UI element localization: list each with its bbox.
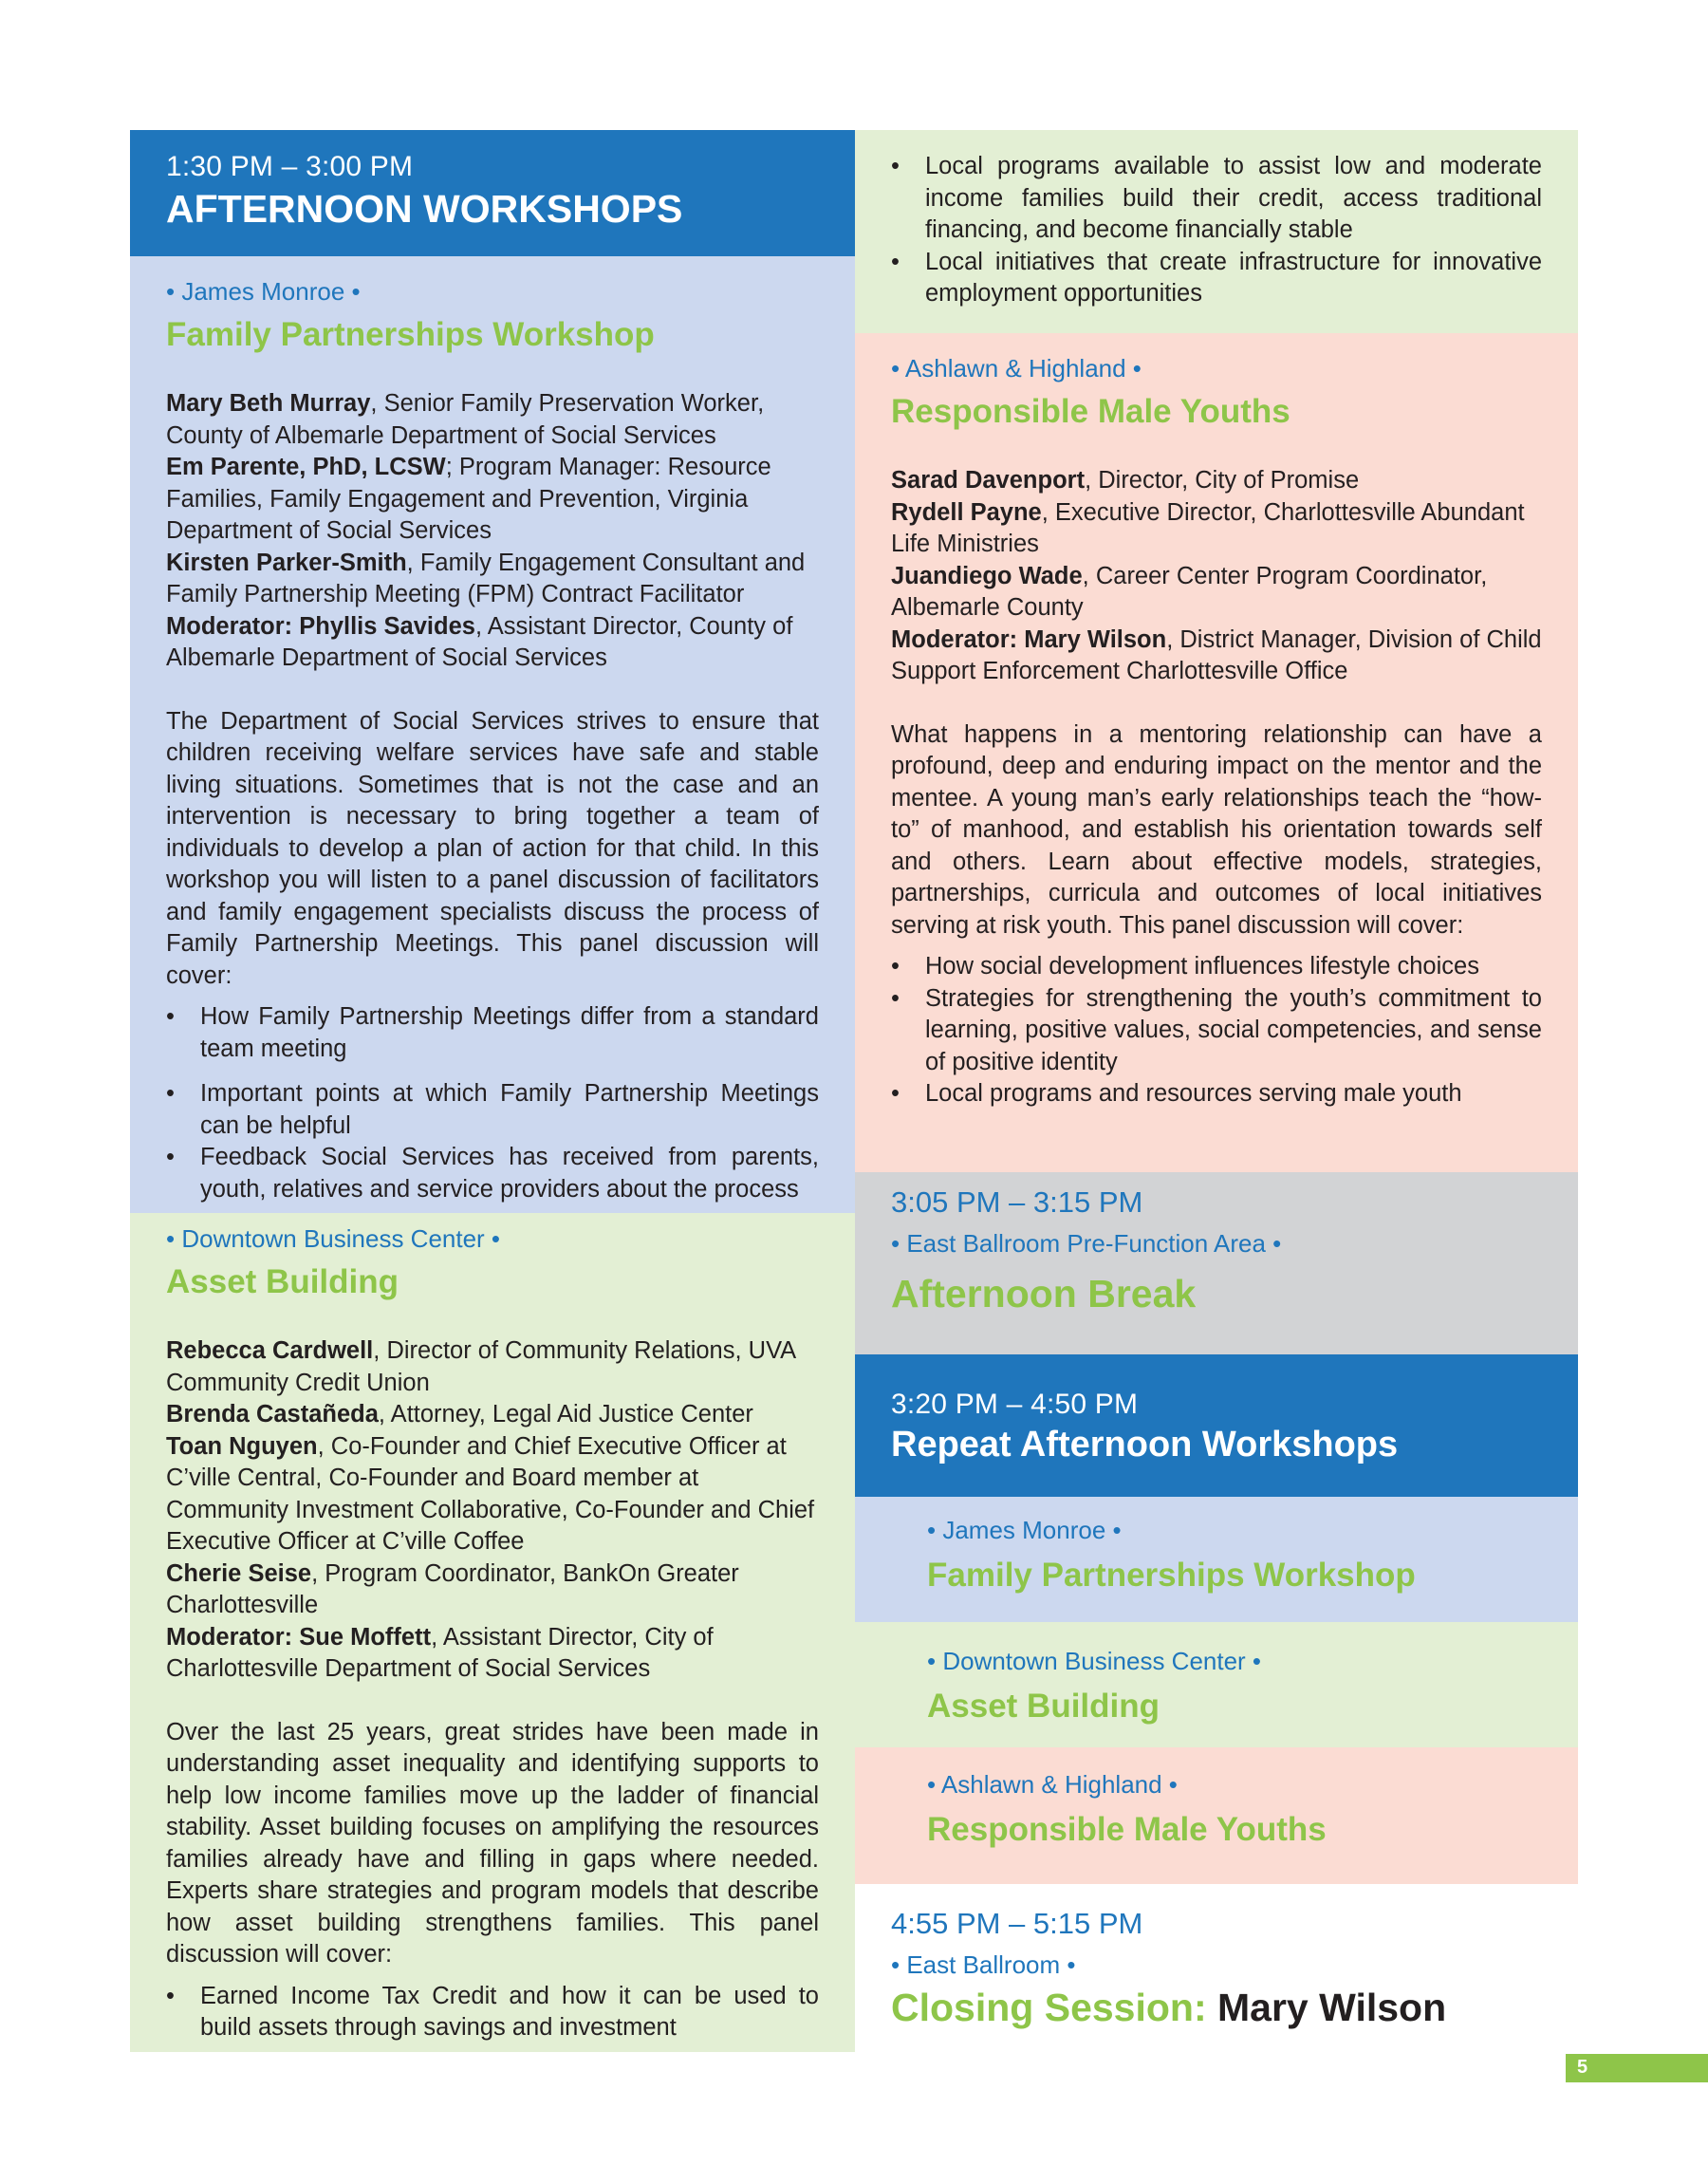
list-item: • How social development influences lifestyle choices	[891, 951, 1542, 983]
workshop-title: Family Partnerships Workshop	[166, 316, 655, 353]
session-time: 4:55 PM – 5:15 PM	[891, 1907, 1143, 1940]
closing-session-section	[855, 1884, 1578, 2055]
speaker-entry: Moderator: Sue Moffett, Assistant Director, City of Charlottesville Department of Social Services	[166, 1623, 714, 1682]
bullet-list	[166, 1981, 819, 2044]
family-partnerships-section	[130, 256, 855, 1213]
workshop-title: Responsible Male Youths	[927, 1811, 1327, 1848]
repeat-workshops-header	[855, 1354, 1578, 1497]
speaker-entry: Em Parente, PhD, LCSW; Program Manager: Resource Families, Family Engagement and Prevention, Virginia Department of Social Services	[166, 454, 771, 544]
location-label: • East Ballroom •	[891, 1950, 1076, 1979]
speaker-list	[166, 1335, 819, 1686]
workshop-title: Asset Building	[927, 1688, 1160, 1725]
list-item: • Local programs available to assist low and moderate income families build their credit, access traditional financing, and become financially stable	[891, 151, 1542, 247]
workshop-description: What happens in a mentoring relationship can have a profound, deep and enduring impact on the mentor and the mentee. A young man’s early relationships teach the “how-to” of manhood, and establish his orientation towards self and others. Learn about effective models, strategies, partnerships, curricula and outcomes of local initiatives serving at risk youth. This panel discussion will cover:	[891, 720, 1542, 939]
session-title: Repeat Afternoon Workshops	[891, 1425, 1399, 1465]
session-title: AFTERNOON WORKSHOPS	[166, 187, 683, 231]
afternoon-break-section	[855, 1172, 1578, 1354]
workshop-title: Asset Building	[166, 1263, 399, 1300]
list-item: • Local initiatives that create infrastructure for innovative employment opportunities	[891, 247, 1542, 310]
list-item: • Feedback Social Services has received from parents, youth, relatives and service providers about the process	[166, 1142, 819, 1205]
speaker-entry: Rebecca Cardwell, Director of Community Relations, UVA Community Credit Union	[166, 1337, 795, 1396]
closing-title-line	[891, 1986, 1542, 2030]
location-label: • Ashlawn & Highland •	[891, 354, 1142, 382]
workshop-title: Responsible Male Youths	[891, 393, 1290, 430]
speaker-entry: Moderator: Phyllis Savides, Assistant Director, County of Albemarle Department of Social Services	[166, 612, 793, 671]
session-time: 3:20 PM – 4:50 PM	[891, 1389, 1139, 1420]
speaker-entry: Brenda Castañeda, Attorney, Legal Aid Justice Center	[166, 1401, 753, 1427]
workshop-description: Over the last 25 years, great strides have been made in understanding asset inequality and identifying supports to help low income families move up the ladder of financial stability. Asset building focuses on amplifying the resources families already have and filling in gaps where needed. Experts share strategies and program models that describe how asset building strengthens families. This panel discussion will cover:	[166, 1718, 819, 1968]
speaker-entry: Kirsten Parker-Smith, Family Engagement Consultant and Family Partnership Meeting (FPM) Contract Facilitator	[166, 549, 806, 607]
session-title: Closing Session:	[891, 1986, 1207, 2029]
list-item: • Earned Income Tax Credit and how it can be used to build assets through savings and investment	[166, 1981, 819, 2044]
list-item: • Local programs and resources serving male youth	[891, 1078, 1542, 1110]
speaker-entry: Moderator: Mary Wilson, District Manager, Division of Child Support Enforcement Charlottesville Office	[891, 625, 1542, 684]
repeat-asset-building	[855, 1622, 1578, 1747]
location-label: • Ashlawn & Highland •	[927, 1770, 1178, 1799]
list-item: • How Family Partnership Meetings differ from a standard team meeting	[166, 1001, 819, 1065]
list-item: • Important points at which Family Partnership Meetings can be helpful	[166, 1078, 819, 1142]
page-number: 5	[1566, 2054, 1708, 2082]
speaker-entry: Mary Beth Murray, Senior Family Preservation Worker, County of Albemarle Department of Social Services	[166, 390, 765, 449]
location-label: • Downtown Business Center •	[166, 1224, 501, 1253]
session-time: 3:05 PM – 3:15 PM	[891, 1185, 1143, 1219]
speaker-entry: Sarad Davenport, Director, City of Promise	[891, 467, 1360, 494]
asset-building-section	[130, 1213, 855, 2052]
responsible-male-youths-section	[855, 333, 1578, 1172]
speaker-entry: Toan Nguyen, Co-Founder and Chief Executive Officer at C’ville Central, Co-Founder and Board member at Community Investment Collaborative, Co-Founder and Chief Executive Officer at C’ville Coffee	[166, 1432, 815, 1555]
repeat-family-partnerships	[855, 1497, 1578, 1622]
bullet-list	[891, 951, 1542, 1110]
speaker-list	[891, 465, 1542, 688]
session-title: Afternoon Break	[891, 1272, 1197, 1315]
speaker-entry: Juandiego Wade, Career Center Program Coordinator, Albemarle County	[891, 562, 1488, 621]
speaker-entry: Rydell Payne, Executive Director, Charlottesville Abundant Life Ministries	[891, 498, 1525, 557]
speaker-list	[166, 388, 819, 675]
location-label: • James Monroe •	[927, 1516, 1122, 1544]
closing-speaker: Mary Wilson	[1217, 1986, 1447, 2029]
location-label: • James Monroe •	[166, 277, 361, 306]
asset-building-continued	[855, 130, 1578, 333]
bullet-list	[166, 1001, 819, 1205]
workshop-description: The Department of Social Services strives to ensure that children receiving welfare services have safe and stable living situations. Sometimes that is not the case and an intervention is necessary to bring together a team of individuals to develop a plan of action for that child. In this workshop you will listen to a panel discussion of facilitators and family engagement specialists discuss the process of Family Partnership Meetings. This panel discussion will cover:	[166, 707, 819, 989]
location-label: • East Ballroom Pre-Function Area •	[891, 1229, 1282, 1258]
speaker-entry: Cherie Seise, Program Coordinator, BankOn Greater Charlottesville	[166, 1559, 739, 1618]
list-item: • Strategies for strengthening the youth’s commitment to learning, positive values, social competencies, and sense of positive identity	[891, 983, 1542, 1079]
bullet-list	[891, 151, 1542, 310]
location-label: • Downtown Business Center •	[927, 1647, 1262, 1675]
afternoon-workshops-header	[130, 130, 855, 256]
workshop-title: Family Partnerships Workshop	[927, 1557, 1416, 1594]
session-time: 1:30 PM – 3:00 PM	[166, 151, 414, 182]
repeat-responsible-male-youths	[855, 1747, 1578, 1884]
